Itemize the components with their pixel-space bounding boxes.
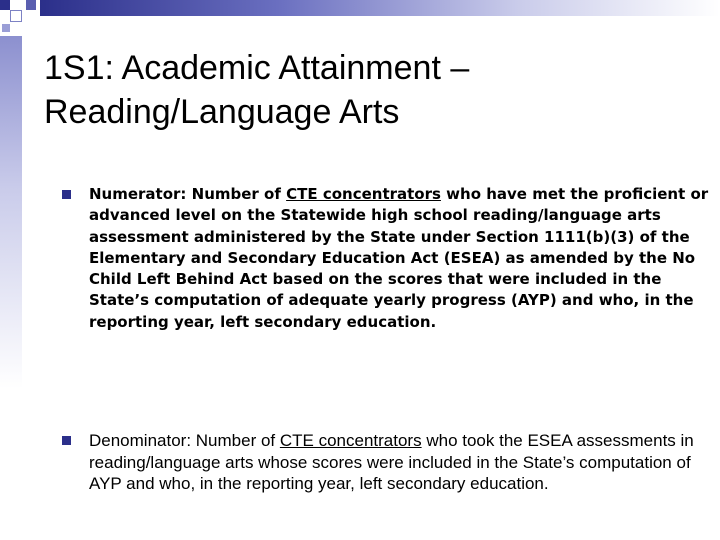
bullet-text-lead: Numerator: Number of xyxy=(89,185,287,203)
bullet-text xyxy=(89,430,712,495)
underlined-term: CTE concentrators xyxy=(279,431,422,450)
decor-square xyxy=(0,0,10,10)
bullet-denominator xyxy=(62,430,712,495)
decor-square xyxy=(2,24,10,32)
decor-square xyxy=(26,0,36,10)
slide-title: 1S1: Academic Attainment – Reading/Language Arts xyxy=(44,49,470,131)
bullet-text xyxy=(89,184,712,333)
underlined-term: CTE concentrators xyxy=(286,185,441,203)
decor-square xyxy=(10,10,22,22)
top-decor-band xyxy=(40,0,720,16)
bullet-text-body: who have met the proficient or advanced level on the Statewide high school reading/language arts assessment administered by the State under Section 1111(b)(3) of the Elementary and Secondary Education Act (ESEA) as amended by the No Child Left Behind Act based on the scores that were included in the State’s computation of adequate yearly progress (AYP) and who, in the reporting year, left secondary education. xyxy=(89,185,709,331)
bullet-text-lead: Denominator: Number of xyxy=(89,431,280,450)
bullet-square-icon xyxy=(62,190,71,199)
bullet-square-icon xyxy=(62,436,71,445)
bullet-numerator xyxy=(62,184,712,333)
bullet-text-body: who took the ESEA assessments in reading/language arts whose scores were included in the State’s computation of AYP and who, in the reporting year, left secondary education. xyxy=(89,431,694,493)
left-decor-band xyxy=(0,36,22,540)
